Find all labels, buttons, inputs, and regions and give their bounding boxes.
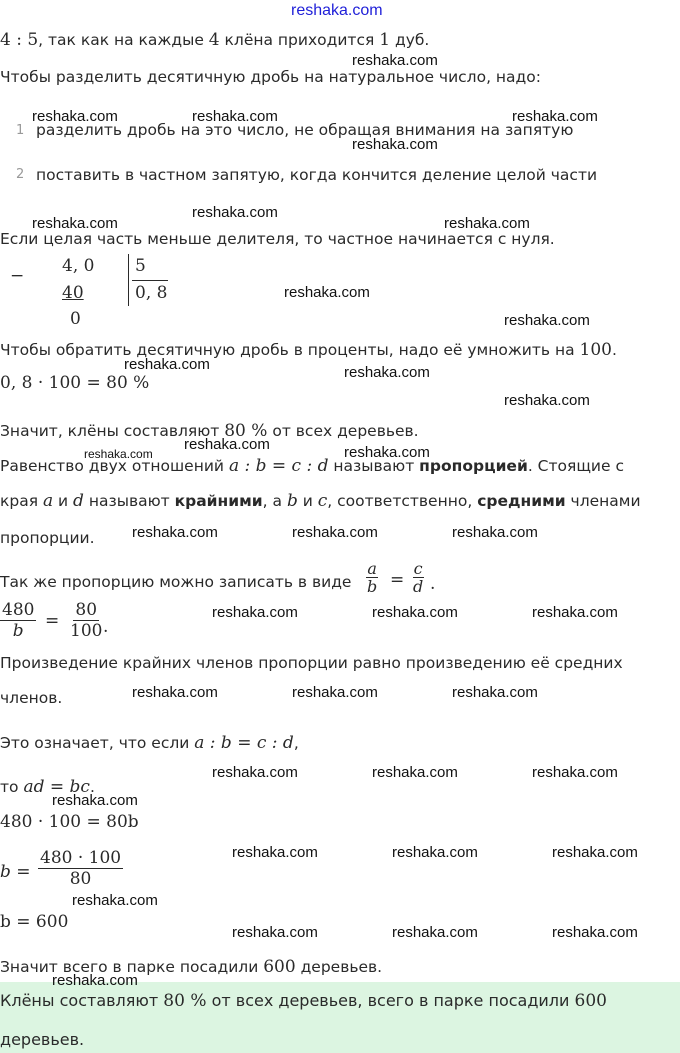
watermark: reshaka.com: [212, 604, 298, 621]
watermark: reshaka.com: [452, 524, 538, 541]
property-l3-expr: a : b = c : d: [194, 733, 294, 753]
watermark: reshaka.com: [284, 284, 370, 301]
watermark: reshaka.com: [132, 684, 218, 701]
proportion-l2-a: края: [0, 492, 43, 510]
rule2-dot: .: [611, 341, 617, 359]
watermark: reshaka.com: [532, 764, 618, 781]
fraction-80-100-denominator: 100: [70, 621, 103, 641]
watermark: reshaka.com: [352, 136, 438, 153]
answer-line2: деревьев.: [0, 1030, 85, 1049]
watermark: reshaka.com: [52, 792, 138, 809]
proportion-l1-expr: a : b = c : d: [228, 456, 329, 476]
division-dividend: 4, 0: [62, 256, 95, 276]
property-l4-expr: ad = bc: [23, 777, 90, 797]
proportion-l2-and: и: [53, 492, 74, 510]
solve-denominator: 80: [69, 869, 92, 889]
solve-result: b = 600: [0, 912, 69, 932]
proportion-term: пропорцией: [419, 457, 528, 475]
division-remainder: 0: [70, 309, 81, 329]
watermark: reshaka.com: [192, 204, 278, 221]
proportion-l1-b: называют: [328, 457, 420, 475]
answer-line1: [0, 991, 607, 1011]
division-minus: −: [10, 266, 25, 286]
property-line2: членов.: [0, 689, 63, 707]
watermark: reshaka.com: [212, 764, 298, 781]
watermark: reshaka.com: [392, 924, 478, 941]
watermark: reshaka.com: [132, 524, 218, 541]
form-dot: .: [430, 574, 436, 594]
rule2-number: 100: [579, 340, 612, 360]
fraction-80-100: [68, 600, 104, 641]
watermark: reshaka.com: [504, 392, 590, 409]
ratio-text-c: дуб.: [390, 31, 430, 49]
ratio-text-b: клёна приходится: [219, 31, 380, 49]
proportion-l2-e: членами: [565, 492, 641, 510]
solve-lhs: b =: [0, 862, 31, 882]
property-l3-b: ,: [293, 734, 299, 752]
step2-text: поставить в частном запятую, когда кончится деление целой части: [36, 166, 598, 184]
watermark: reshaka.com: [292, 524, 378, 541]
division-quotient: 0, 8: [135, 283, 168, 303]
conclusion1-a: Значит, клёны составляют: [0, 422, 225, 440]
watermark: reshaka.com: [72, 892, 158, 909]
watermark: reshaka.com: [344, 364, 430, 381]
eq1-equals: =: [45, 611, 60, 631]
var-d: d: [73, 491, 84, 511]
watermark: reshaka.com: [344, 444, 430, 461]
fraction-480-b-denominator: b: [12, 621, 24, 641]
answer-n: 600: [574, 991, 607, 1011]
conclusion2-a: Значит всего в парке посадили: [0, 958, 264, 976]
rule2-line: [0, 340, 617, 360]
division-bar: [128, 254, 129, 306]
ratio-n2: 1: [379, 30, 391, 50]
answer-a: Клёны составляют: [0, 991, 164, 1010]
watermark: reshaka.com: [184, 436, 270, 453]
watermark: reshaka.com: [192, 108, 278, 125]
means-term: средними: [477, 492, 566, 510]
conclusion1-pct: 80 %: [224, 421, 268, 441]
fraction-c-d: [412, 560, 424, 595]
rule2-text: Чтобы обратить десятичную дробь в проценты, надо её умножить на: [0, 341, 580, 359]
watermark: reshaka.com: [232, 844, 318, 861]
watermark: reshaka.com: [504, 312, 590, 329]
watermark: reshaka.com: [372, 604, 458, 621]
watermark: reshaka.com: [32, 108, 118, 125]
fraction-a-b-numerator: a: [367, 559, 377, 578]
fraction-c-d-denominator: d: [413, 577, 424, 596]
answer-box: [0, 982, 680, 1053]
proportion-l2-and2: и: [297, 492, 318, 510]
form-equals: =: [390, 570, 405, 590]
step1-text: разделить дробь на это число, не обращая внимания на запятую: [36, 121, 574, 139]
var-c: c: [317, 491, 328, 511]
var-a: a: [42, 491, 54, 511]
watermark: reshaka.com: [372, 764, 458, 781]
solve-fraction: [38, 848, 123, 889]
watermark: reshaka.com: [232, 924, 318, 941]
proportion-l2-c: , а: [262, 492, 287, 510]
property-l4-b: .: [89, 778, 95, 796]
fraction-480-b: [0, 600, 36, 641]
watermark: reshaka.com: [512, 108, 598, 125]
ratio-expr: 4 : 5: [0, 30, 39, 50]
conclusion2-n: 600: [263, 957, 296, 977]
watermark: reshaka.com: [292, 684, 378, 701]
watermark: reshaka.com: [52, 972, 138, 989]
solve-numerator: 480 · 100: [40, 848, 122, 868]
fraction-a-b-denominator: b: [367, 577, 378, 596]
ratio-line: [0, 30, 429, 50]
site-logo[interactable]: reshaka.com: [291, 2, 383, 19]
property-l4-a: то: [0, 778, 24, 796]
percent-calc: 0, 8 · 100 = 80 %: [0, 373, 150, 393]
watermark: reshaka.com: [124, 356, 210, 373]
watermark: reshaka.com: [392, 844, 478, 861]
watermark: reshaka.com: [84, 447, 153, 461]
conclusion1-b: от всех деревьев.: [267, 422, 419, 440]
watermark: reshaka.com: [444, 215, 530, 232]
solve-step1: 480 · 100 = 80b: [0, 812, 139, 832]
conclusion2-b: деревьев.: [295, 958, 383, 976]
step2-number: 2: [16, 167, 25, 182]
watermark: reshaka.com: [352, 52, 438, 69]
watermark: reshaka.com: [552, 844, 638, 861]
proportion-l2-b: называют: [83, 492, 175, 510]
division-divisor: 5: [135, 256, 146, 276]
extremes-term: крайними: [174, 492, 263, 510]
rule1-intro: Чтобы разделить десятичную дробь на натуральное число, надо:: [0, 68, 541, 86]
proportion-line3: пропорции.: [0, 529, 95, 547]
property-l3-a: Это означает, что если: [0, 734, 195, 752]
property-line3: [0, 733, 299, 753]
proportion-l2-d: , соответственно,: [327, 492, 478, 510]
eq1-dot: .: [103, 617, 109, 637]
proportion-l1-a: Равенство двух отношений: [0, 457, 229, 475]
watermark: reshaka.com: [552, 924, 638, 941]
step1-number: 1: [16, 123, 25, 138]
watermark: reshaka.com: [452, 684, 538, 701]
fraction-480-b-numerator: 480: [2, 600, 35, 620]
answer-b: от всех деревьев, всего в парке посадили: [206, 991, 575, 1010]
property-line1: Произведение крайних членов пропорции равно произведению её средних: [0, 654, 623, 672]
fraction-80-100-numerator: 80: [75, 600, 98, 620]
division-subtrahend: 40: [62, 283, 84, 303]
watermark: reshaka.com: [532, 604, 618, 621]
rule1-note: Если целая часть меньше делителя, то частное начинается с нуля.: [0, 230, 555, 248]
ratio-text-a: , так как на каждые: [38, 31, 209, 49]
answer-pct: 80 %: [163, 991, 207, 1011]
var-b: b: [286, 491, 298, 511]
fraction-a-b: [366, 560, 378, 595]
division-rule: [132, 280, 168, 281]
ratio-n1: 4: [208, 30, 220, 50]
fraction-c-d-numerator: c: [413, 559, 423, 578]
proportion-form-text: Так же пропорцию можно записать в виде: [0, 573, 352, 591]
proportion-l1-c: . Стоящие с: [527, 457, 624, 475]
proportion-line2: [0, 491, 641, 511]
watermark: reshaka.com: [32, 215, 118, 232]
